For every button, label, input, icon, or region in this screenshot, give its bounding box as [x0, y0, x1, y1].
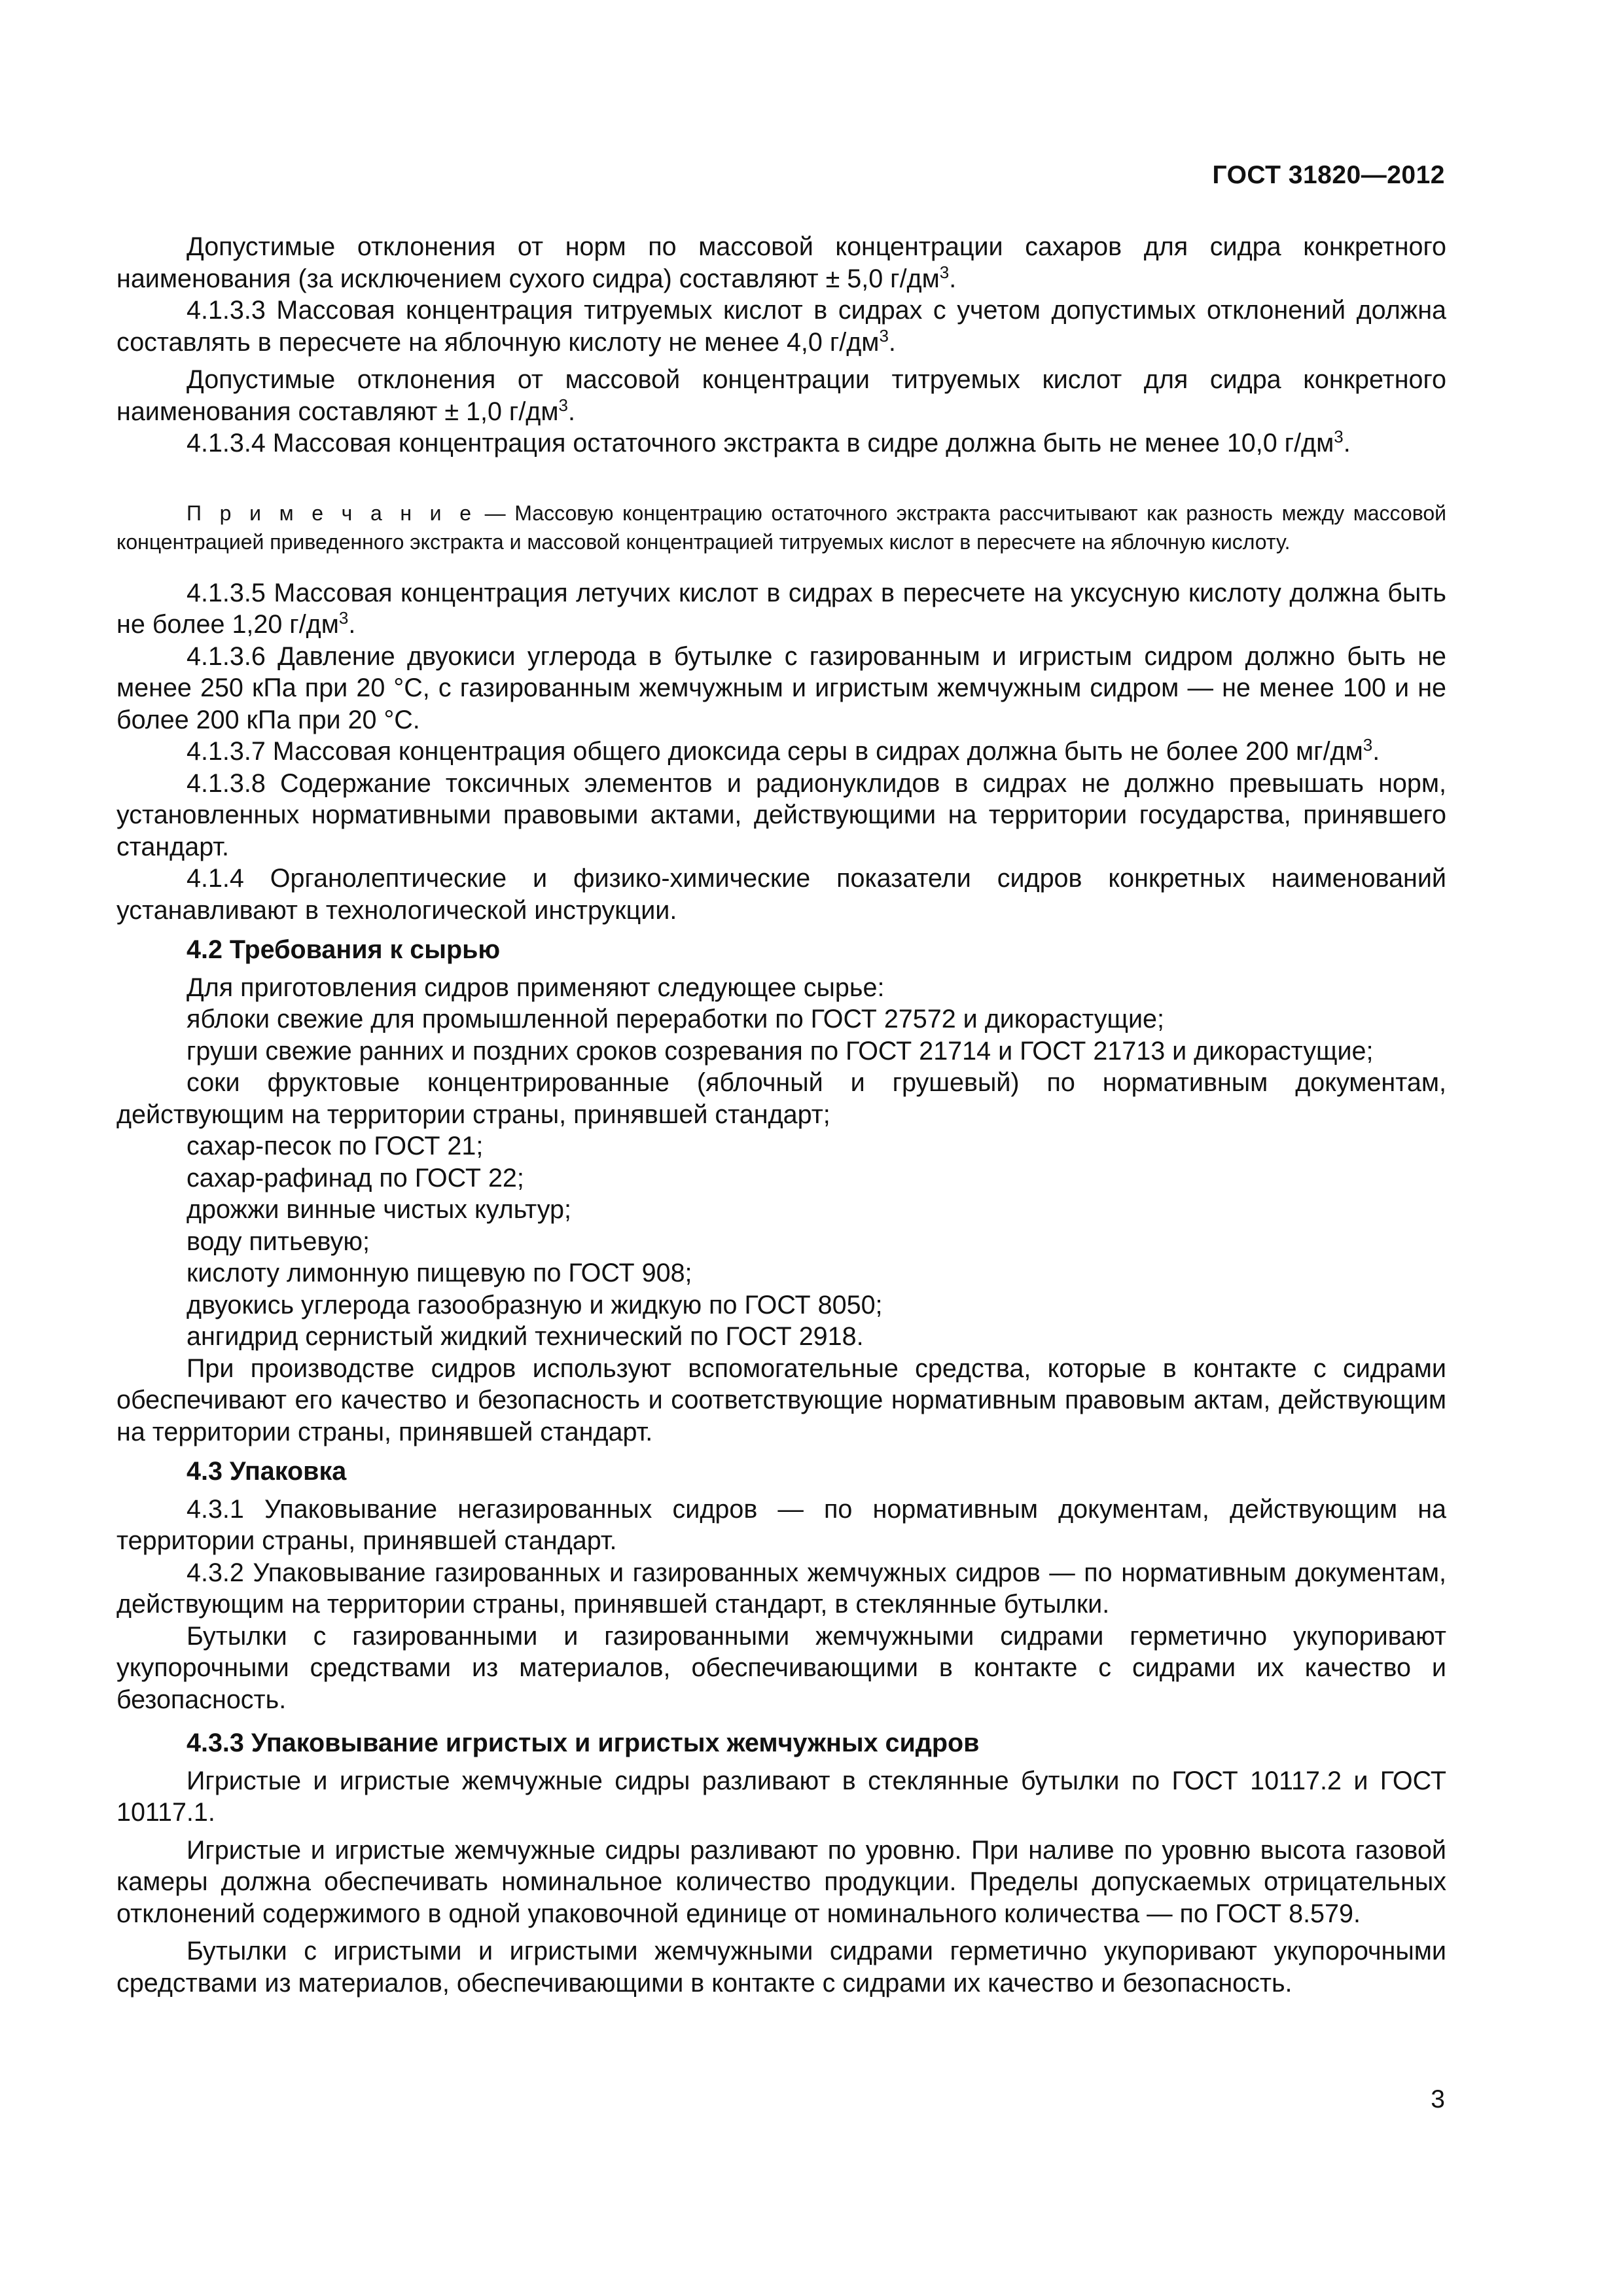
paragraph: Игристые и игристые жемчужные сидры разливают в стеклянные бутылки по ГОСТ 10117.2 и ГОСТ 10117.1.: [116, 1766, 1446, 1827]
paragraph: [116, 427, 1446, 459]
page-number: 3: [1431, 2085, 1445, 2113]
paragraph-text: Допустимые отклонения от норм по массовой концентрации сахаров для сидра конкретного наименования (за исключением сухого сидра) составляют ± 5,0 г/дм: [116, 232, 1446, 293]
list-item: сахар-песок по ГОСТ 21;: [187, 1132, 484, 1160]
paragraph: [116, 295, 1446, 358]
paragraph: Игристые и игристые жемчужные сидры разливают по уровню. При наливе по уровню высота газовой камеры должна обеспечивать номинальное количество продукции. Пределы допускаемых отрицательных отклонений содержимого в одной упаковочной единице от номинального количества — по ГОСТ 8.579.: [116, 1835, 1446, 1928]
paragraph-text: 4.1.3.3 Массовая концентрация титруемых кислот в сидрах с учетом допустимых отклонений должна составлять в пересчете на яблочную кислоту не менее 4,0 г/дм: [116, 296, 1446, 357]
superscript: 3: [558, 395, 568, 415]
section-heading: 4.2 Требования к сырью: [187, 935, 501, 964]
list-item: дрожжи винные чистых культур;: [187, 1195, 571, 1224]
note-text: — Массовую концентрацию остаточного экстракта рассчитывают как разность между массовой концентрацией приведенного экстракта и массовой концентрацией титруемых кислот в пересчете на яблочную кислоту.: [116, 501, 1447, 554]
paragraph: Бутылки с игристыми и игристыми жемчужными сидрами герметично укупоривают укупорочными средствами из материалов, обеспечивающими в контакте с сидрами их качество и безопасность.: [116, 1937, 1446, 1998]
note: [116, 499, 1446, 556]
list-item: груши свежие ранних и поздних сроков созревания по ГОСТ 21714 и ГОСТ 21713 и дикорастущие;: [187, 1036, 1374, 1066]
list-item: яблоки свежие для промышленной переработки по ГОСТ 27572 и дикорастущие;: [187, 1005, 1164, 1033]
paragraph: При производстве сидров используют вспомогательные средства, которые в контакте с сидрами обеспечивают его качество и безопасность и соответствующие нормативным правовым актам, действующим на территории страны, принявшей стандарт.: [116, 1354, 1446, 1446]
paragraph: [116, 736, 1446, 768]
superscript: 3: [338, 608, 349, 628]
period: .: [567, 397, 575, 426]
document-body: [116, 231, 1446, 1999]
paragraph-text: 4.1.3.4 Массовая концентрация остаточного экстракта в сидре должна быть не менее 10,0 г/дм: [187, 429, 1334, 457]
paragraph: [116, 577, 1446, 641]
paragraph: 4.1.3.8 Содержание токсичных элементов и радионуклидов в сидрах не должно превышать норм, установленных нормативными правовыми актами, действующими на территории государства, принявшего стандарт.: [116, 768, 1446, 861]
paragraph: [116, 231, 1446, 295]
superscript: 3: [1363, 735, 1373, 755]
subsection-heading: 4.3.3 Упаковывание игристых и игристых жемчужных сидров: [187, 1729, 980, 1757]
paragraph: 4.3.1 Упаковывание негазированных сидров — по нормативным документам, действующим на территории страны, принявшей стандарт.: [116, 1494, 1446, 1555]
list-item: воду питьевую;: [187, 1227, 370, 1256]
paragraph-text: Допустимые отклонения от массовой концентрации титруемых кислот для сидра конкретного наименования составляют ± 1,0 г/дм: [116, 365, 1446, 426]
list-item: соки фруктовые концентрированные (яблочный и грушевый) по нормативным документам, действующим на территории страны, принявшей стандарт;: [116, 1068, 1446, 1129]
superscript: 3: [1334, 427, 1344, 446]
period: .: [1343, 429, 1351, 457]
list-item: двуокись углерода газообразную и жидкую по ГОСТ 8050;: [187, 1290, 883, 1319]
superscript: 3: [879, 325, 889, 346]
paragraph: 4.3.2 Упаковывание газированных и газированных жемчужных сидров — по нормативным документам, действующим на территории страны, принявшей стандарт, в стеклянные бутылки.: [116, 1558, 1446, 1619]
superscript: 3: [939, 262, 950, 282]
section-heading: 4.3 Упаковка: [187, 1457, 347, 1486]
paragraph: 4.1.4 Органолептические и физико-химические показатели сидров конкретных наименований устанавливают в технологической инструкции.: [116, 864, 1446, 925]
period: .: [348, 610, 356, 639]
paragraph: Бутылки с газированными и газированными жемчужными сидрами герметично укупоривают укупорочными средствами из материалов, обеспечивающими в контакте с сидрами их качество и безопасность.: [116, 1621, 1446, 1714]
document-header-id: ГОСТ 31820—2012: [1212, 161, 1445, 189]
paragraph-text: 4.1.3.5 Массовая концентрация летучих кислот в сидрах в пересчете на уксусную кислоту должна быть не более 1,20 г/дм: [116, 578, 1446, 639]
period: .: [949, 264, 957, 293]
period: .: [888, 327, 896, 357]
paragraph: Для приготовления сидров применяют следующее сырье:: [187, 973, 885, 1002]
list-item: ангидрид сернистый жидкий технический по ГОСТ 2918.: [187, 1322, 864, 1351]
paragraph: [116, 364, 1446, 427]
paragraph-text: 4.1.3.7 Массовая концентрация общего диоксида серы в сидрах должна быть не более 200 мг/дм: [187, 737, 1363, 766]
period: .: [1372, 737, 1380, 766]
list-item: кислоту лимонную пищевую по ГОСТ 908;: [187, 1259, 692, 1287]
note-label: П р и м е ч а н и е: [187, 501, 476, 525]
list-item: сахар-рафинад по ГОСТ 22;: [187, 1163, 524, 1193]
paragraph: 4.1.3.6 Давление двуокиси углерода в бутылке с газированным и игристым сидром должно быть не менее 250 кПа при 20 °С, с газированным жемчужным и игристым жемчужным сидром — не менее 100 и не более 200 кПа при 20 °С.: [116, 641, 1446, 734]
